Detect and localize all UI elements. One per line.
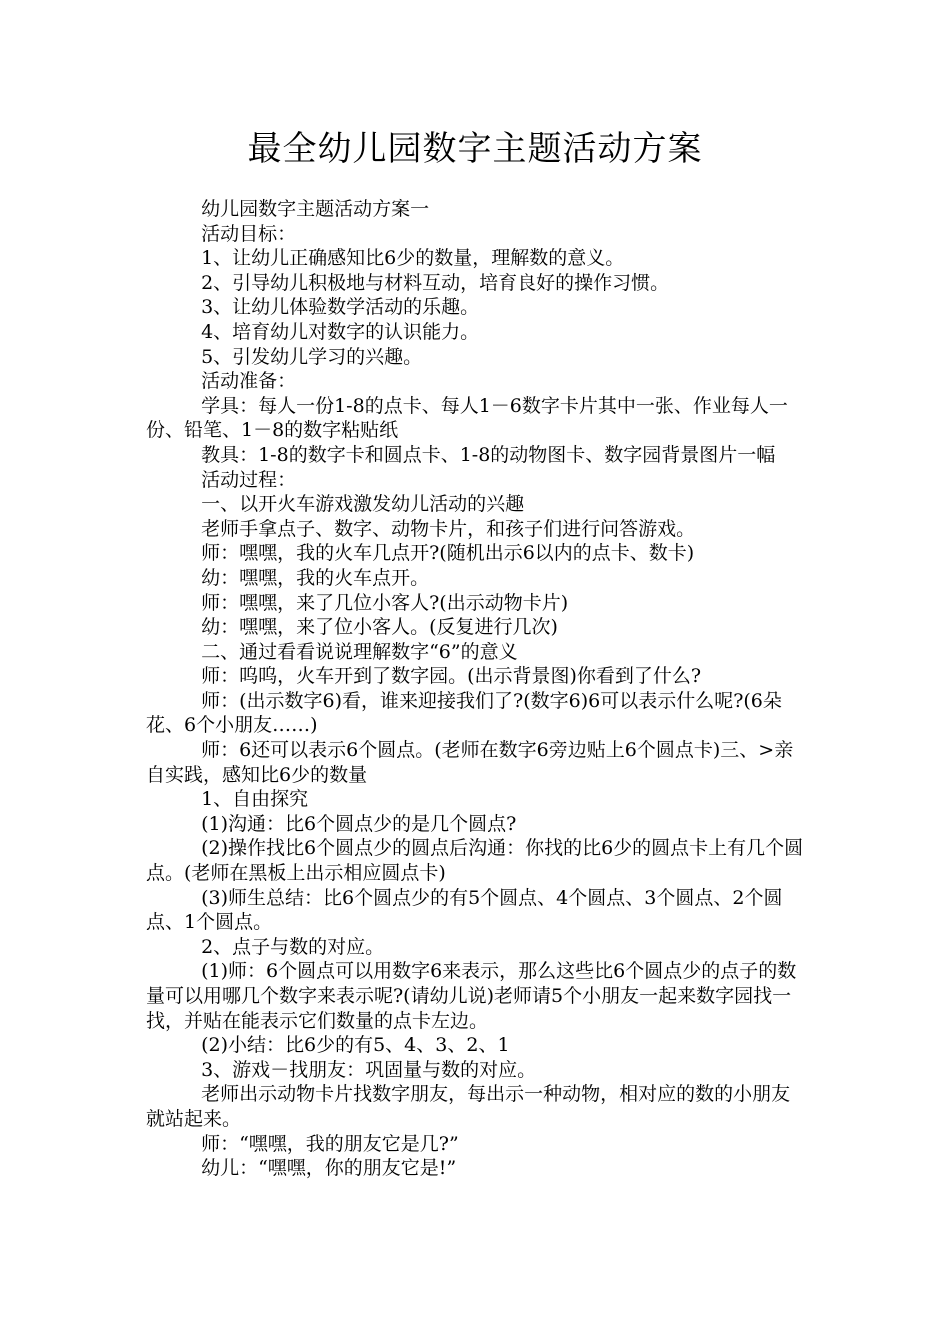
document-paragraph: 师：6还可以表示6个圆点。(老师在数字6旁边贴上6个圆点卡)三、>亲自实践，感知比6少的数量 xyxy=(146,739,794,786)
document-paragraph: 一、以开火车游戏激发幼儿活动的兴趣 xyxy=(201,493,525,516)
document-paragraph: 二、通过看看说说理解数字“6”的意义 xyxy=(201,640,518,663)
document-paragraph: 3、游戏－找朋友：巩固量与数的对应。 xyxy=(201,1058,537,1081)
document-paragraph: 活动准备： xyxy=(201,370,297,393)
document-paragraph: 3、让幼儿体验数学活动的乐趣。 xyxy=(201,296,480,319)
document-title: 最全幼儿园数字主题活动方案 xyxy=(247,129,703,169)
document-paragraph: 幼：嘿嘿，我的火车点开。 xyxy=(201,566,430,589)
document-paragraph: 活动过程： xyxy=(201,468,297,491)
document-paragraph: 2、点子与数的对应。 xyxy=(201,935,385,958)
document-paragraph: (1)师：6个圆点可以用数字6来表示，那么这些比6个圆点少的点子的数量可以用哪几个数字来表示呢?(请幼儿说)老师请5个小朋友一起来数字园找一找，并贴在能表示它们数量的点卡左边。 xyxy=(146,960,797,1032)
document-paragraph: 2、引导幼儿积极地与材料互动，培育良好的操作习惯。 xyxy=(201,271,670,294)
document-paragraph: (2)小结：比6少的有5、4、3、2、1 xyxy=(201,1034,510,1057)
document-paragraph: 师：“嘿嘿，我的朋友它是几?” xyxy=(201,1132,459,1155)
document-paragraph: 师：(出示数字6)看，谁来迎接我们了?(数字6)6可以表示什么呢?(6朵花、6个小朋友……) xyxy=(146,689,782,737)
document-paragraph: 教具：1-8的数字卡和圆点卡、1-8的动物图卡、数字园背景图片一幅 xyxy=(201,443,776,466)
document-paragraph: (1)沟通：比6个圆点少的是几个圆点? xyxy=(201,812,517,835)
document-paragraph: 幼：嘿嘿，来了位小客人。(反复进行几次) xyxy=(201,616,558,639)
document-paragraph: 活动目标： xyxy=(201,222,297,245)
document-paragraph: 老师手拿点子、数字、动物卡片，和孩子们进行问答游戏。 xyxy=(201,517,696,540)
document-paragraph: (2)操作找比6个圆点少的圆点后沟通：你找的比6少的圆点卡上有几个圆点。(老师在黑板上出示相应圆点卡) xyxy=(146,837,804,885)
document-paragraph: 师：嘿嘿，我的火车几点开?(随机出示6以内的点卡、数卡) xyxy=(201,542,695,565)
document-paragraph: 老师出示动物卡片找数字朋友，每出示一种动物，相对应的数的小朋友就站起来。 xyxy=(146,1083,791,1130)
document-paragraph: 师：嘿嘿，来了几位小客人?(出示动物卡片) xyxy=(201,591,569,614)
document-paragraph: 5、引发幼儿学习的兴趣。 xyxy=(201,345,423,368)
document-paragraph: (3)师生总结：比6个圆点少的有5个圆点、4个圆点、3个圆点、2个圆点、1个圆点。 xyxy=(146,886,783,934)
document-paragraph: 1、自由探究 xyxy=(201,788,309,811)
document-paragraph: 学具：每人一份1-8的点卡、每人1－6数字卡片其中一张、作业每人一份、铅笔、1－8的数字粘贴纸 xyxy=(146,394,788,442)
document-body xyxy=(146,197,808,1181)
document-paragraph: 幼儿园数字主题活动方案一 xyxy=(201,198,430,220)
document-paragraph: 师：呜呜，火车开到了数字园。(出示背景图)你看到了什么? xyxy=(201,665,702,688)
document-paragraph: 幼儿：“嘿嘿，你的朋友它是!” xyxy=(201,1157,457,1180)
document-paragraph: 4、培育幼儿对数字的认识能力。 xyxy=(201,320,480,343)
document-paragraph: 1、让幼儿正确感知比6少的数量，理解数的意义。 xyxy=(201,247,625,270)
